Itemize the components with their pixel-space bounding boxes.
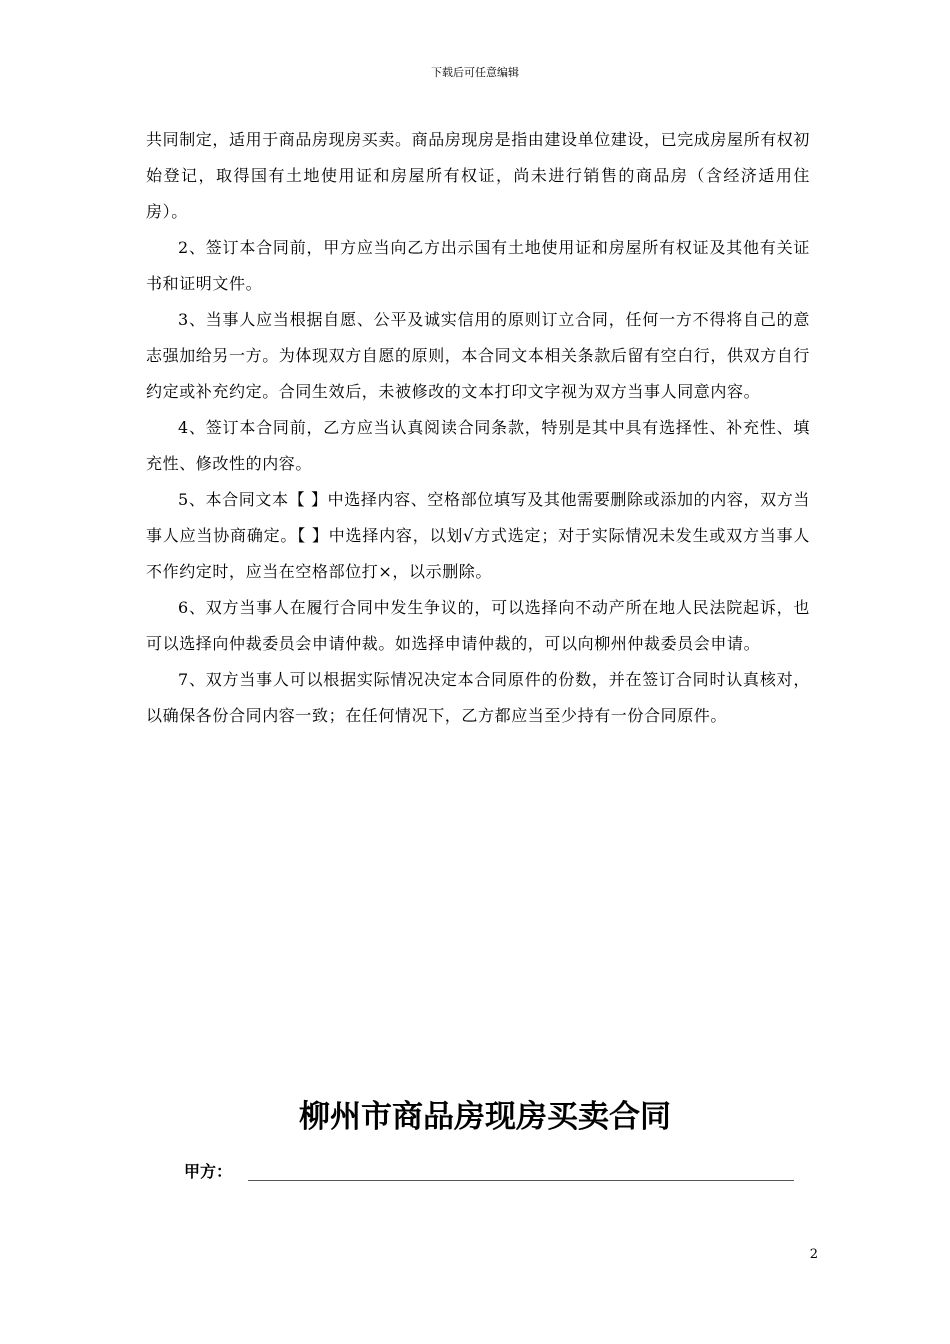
note-paragraph-7: 7、双方当事人可以根据实际情况决定本合同原件的份数，并在签订合同时认真核对，以确保各份合同内容一致；在任何情况下，乙方都应当至少持有一份合同原件。 xyxy=(146,670,810,725)
note-paragraph-6: 6、双方当事人在履行合同中发生争议的，可以选择向不动产所在地人民法院起诉，也可以选择向仲裁委员会申请仲裁。如选择申请仲裁的，可以向柳州仲裁委员会申请。 xyxy=(146,598,810,653)
page-number: 2 xyxy=(809,1247,818,1262)
note-paragraph-5: 5、本合同文本【 】中选择内容、空格部位填写及其他需要删除或添加的内容，双方当事人应当协商确定。【 】中选择内容，以划√方式选定；对于实际情况未发生或双方当事人不作约定时，应当在空格部位打×，以示删除。 xyxy=(146,490,810,581)
note-paragraph-3: 3、当事人应当根据自愿、公平及诚实信用的原则订立合同，任何一方不得将自己的意志强加给另一方。为体现双方自愿的原则，本合同文本相关条款后留有空白行，供双方自行约定或补充约定。合同生效后，未被修改的文本打印文字视为双方当事人同意内容。 xyxy=(146,310,811,401)
contract-title: 柳州市商品房现房买卖合同 xyxy=(299,1099,671,1135)
contract-notes xyxy=(146,122,810,734)
page-header: 下载后可任意编辑 xyxy=(431,66,519,79)
party-a-row xyxy=(184,1160,799,1186)
party-a-label: 甲方： xyxy=(184,1162,233,1181)
party-a-blank-line xyxy=(248,1180,794,1181)
note-paragraph-continued: 共同制定，适用于商品房现房买卖。商品房现房是指由建设单位建设，已完成房屋所有权初始登记，取得国有土地使用证和房屋所有权证，尚未进行销售的商品房（含经济适用住房）。 xyxy=(146,130,811,221)
note-paragraph-4: 4、签订本合同前，乙方应当认真阅读合同条款，特别是其中具有选择性、补充性、填充性、修改性的内容。 xyxy=(146,418,810,473)
note-paragraph-2: 2、签订本合同前，甲方应当向乙方出示国有土地使用证和房屋所有权证及其他有关证书和证明文件。 xyxy=(146,238,810,293)
